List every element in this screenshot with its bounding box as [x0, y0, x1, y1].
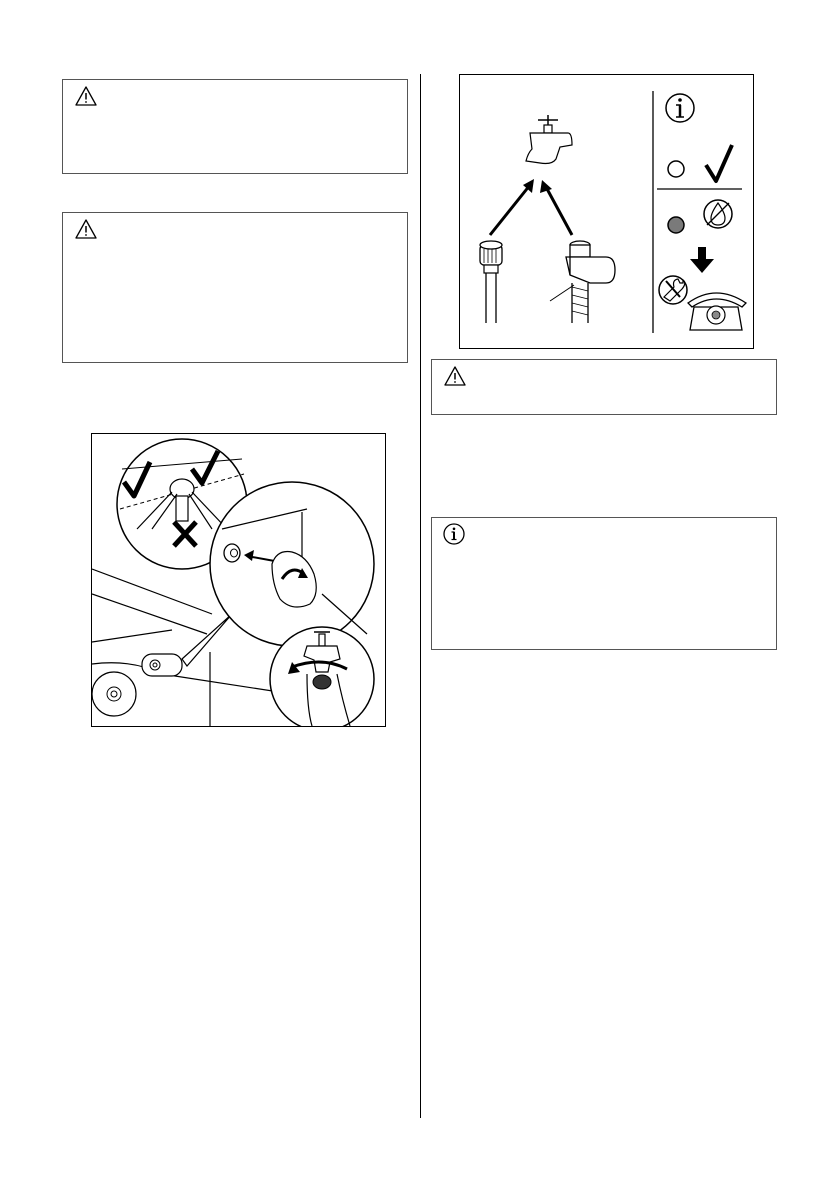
info-icon [443, 523, 465, 545]
column-divider [420, 74, 421, 1118]
figure-hose-connection [91, 433, 386, 727]
warning-box-1 [62, 79, 408, 174]
drum-port [92, 672, 136, 716]
check-mark-icon [706, 145, 732, 181]
warning-triangle-icon [75, 86, 97, 106]
warning-box-3 [431, 359, 777, 415]
service-wrench-icon [659, 276, 687, 304]
warning-box-2 [62, 212, 408, 363]
tap-icon [526, 115, 572, 164]
water-drop-crossed-icon [704, 200, 732, 228]
warning-triangle-icon [75, 219, 97, 239]
figure-inlet-hose [459, 74, 754, 349]
down-arrow-icon [690, 247, 714, 273]
info-box [431, 517, 777, 650]
hose-connector-icon [480, 241, 502, 323]
aquastop-hose-icon [550, 241, 615, 323]
info-icon [666, 94, 694, 122]
telephone-icon [688, 293, 746, 330]
empty-circle-icon [668, 161, 684, 177]
warning-triangle-icon [444, 366, 466, 386]
filled-circle-icon [668, 217, 684, 233]
connection-inset [210, 482, 374, 646]
tap-inset [270, 627, 374, 726]
